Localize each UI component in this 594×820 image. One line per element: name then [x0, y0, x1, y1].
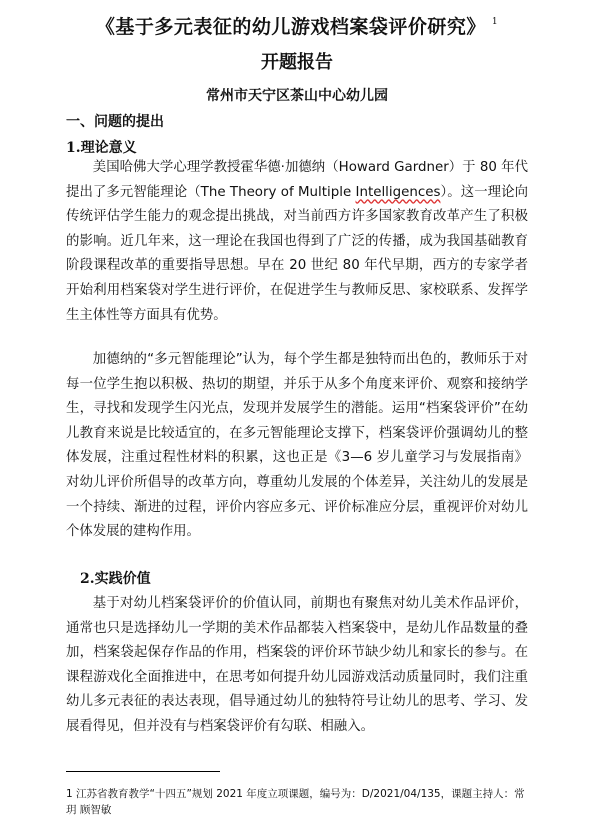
- paragraph-gardner: 加德纳的“多元智能理论”认为，每个学生都是独特而出色的，教师乐于对每一位学生抱以积极、热切的期望，并乐于从多个角度来评价、观察和接纳学生，寻找和发现学生闪光点，发现并发展学生的潜能。运用“档案袋评价”在幼儿教育来说是比较适宜的，在多元智能理论支撑下，档案袋评价强调幼儿的整体发展，注重过程性材料的积累，这也正是《3—6 岁儿童学习与发展指南》对幼儿评价所倡导的改革方向，尊重幼儿发展的个体差异，关注幼儿的发展是一个持续、渐进的过程，评价内容应多元、评价标准应分层，重视评价对幼儿个体发展的建构作用。: [66, 352, 528, 540]
- spellcheck-underlined-word: Intelligences: [355, 184, 441, 200]
- document-subtitle: 开题报告: [261, 52, 333, 73]
- paragraph-theory-text-a: 美国哈佛大学心理学教授霍华德·加德纳（Howard Gardner）于 80 年代提出了多元智能理论（The Theory of Multiple: [66, 160, 528, 200]
- footnote-separator: [66, 771, 220, 772]
- document-title: [0, 12, 594, 39]
- subsection-heading-practice: 2.实践价值: [80, 571, 151, 587]
- paragraph-practice: 基于对幼儿档案袋评价的价值认同，前期也有聚焦对幼儿美术作品评价，通常也只是选择幼儿一学期的美术作品都装入档案袋中，是幼儿作品数量的叠加，档案袋起保存作品的作用，档案袋的评价环节缺少幼儿和家长的参与。在课程游戏化全面推进中，在思考如何提升幼儿园游戏活动质量同时，我们注重幼儿多元表征的表达表现，倡导通过幼儿的独特符号让幼儿的思考、学习、发展看得见，但并没有与档案袋评价有勾联、相融入。: [66, 596, 528, 734]
- footnote: 1 江苏省教育教学“十四五”规划 2021 年度立项课题，编号为：D/2021/04/135，课题主持人：常玥 顾智敏: [66, 788, 525, 816]
- paragraph-theory: [66, 156, 528, 328]
- title-text: 《基于多元表征的幼儿游戏档案袋评价研究》: [95, 16, 486, 38]
- title-footnote-mark: 1: [491, 17, 499, 27]
- subsection-heading-theory: 1.理论意义: [66, 140, 137, 156]
- organization-name: 常州市天宁区茶山中心幼儿园: [206, 88, 388, 104]
- section-heading-problem: 一、问题的提出: [66, 114, 164, 130]
- paragraph-theory-text-b: ）。这一理论向传统评估学生能力的观念提出挑战，对当前西方许多国家教育改革产生了积极的影响。近几年来，这一理论在我国也得到了广泛的传播，成为我国基础教育阶段课程改革的重要指导思想。早在 20 世纪 80 年代早期，西方的专家学者开始利用档案袋对学生进行评价，在促进学生与教师反思、家校联系、发挥学生主体性等方面具有优势。: [66, 184, 528, 323]
